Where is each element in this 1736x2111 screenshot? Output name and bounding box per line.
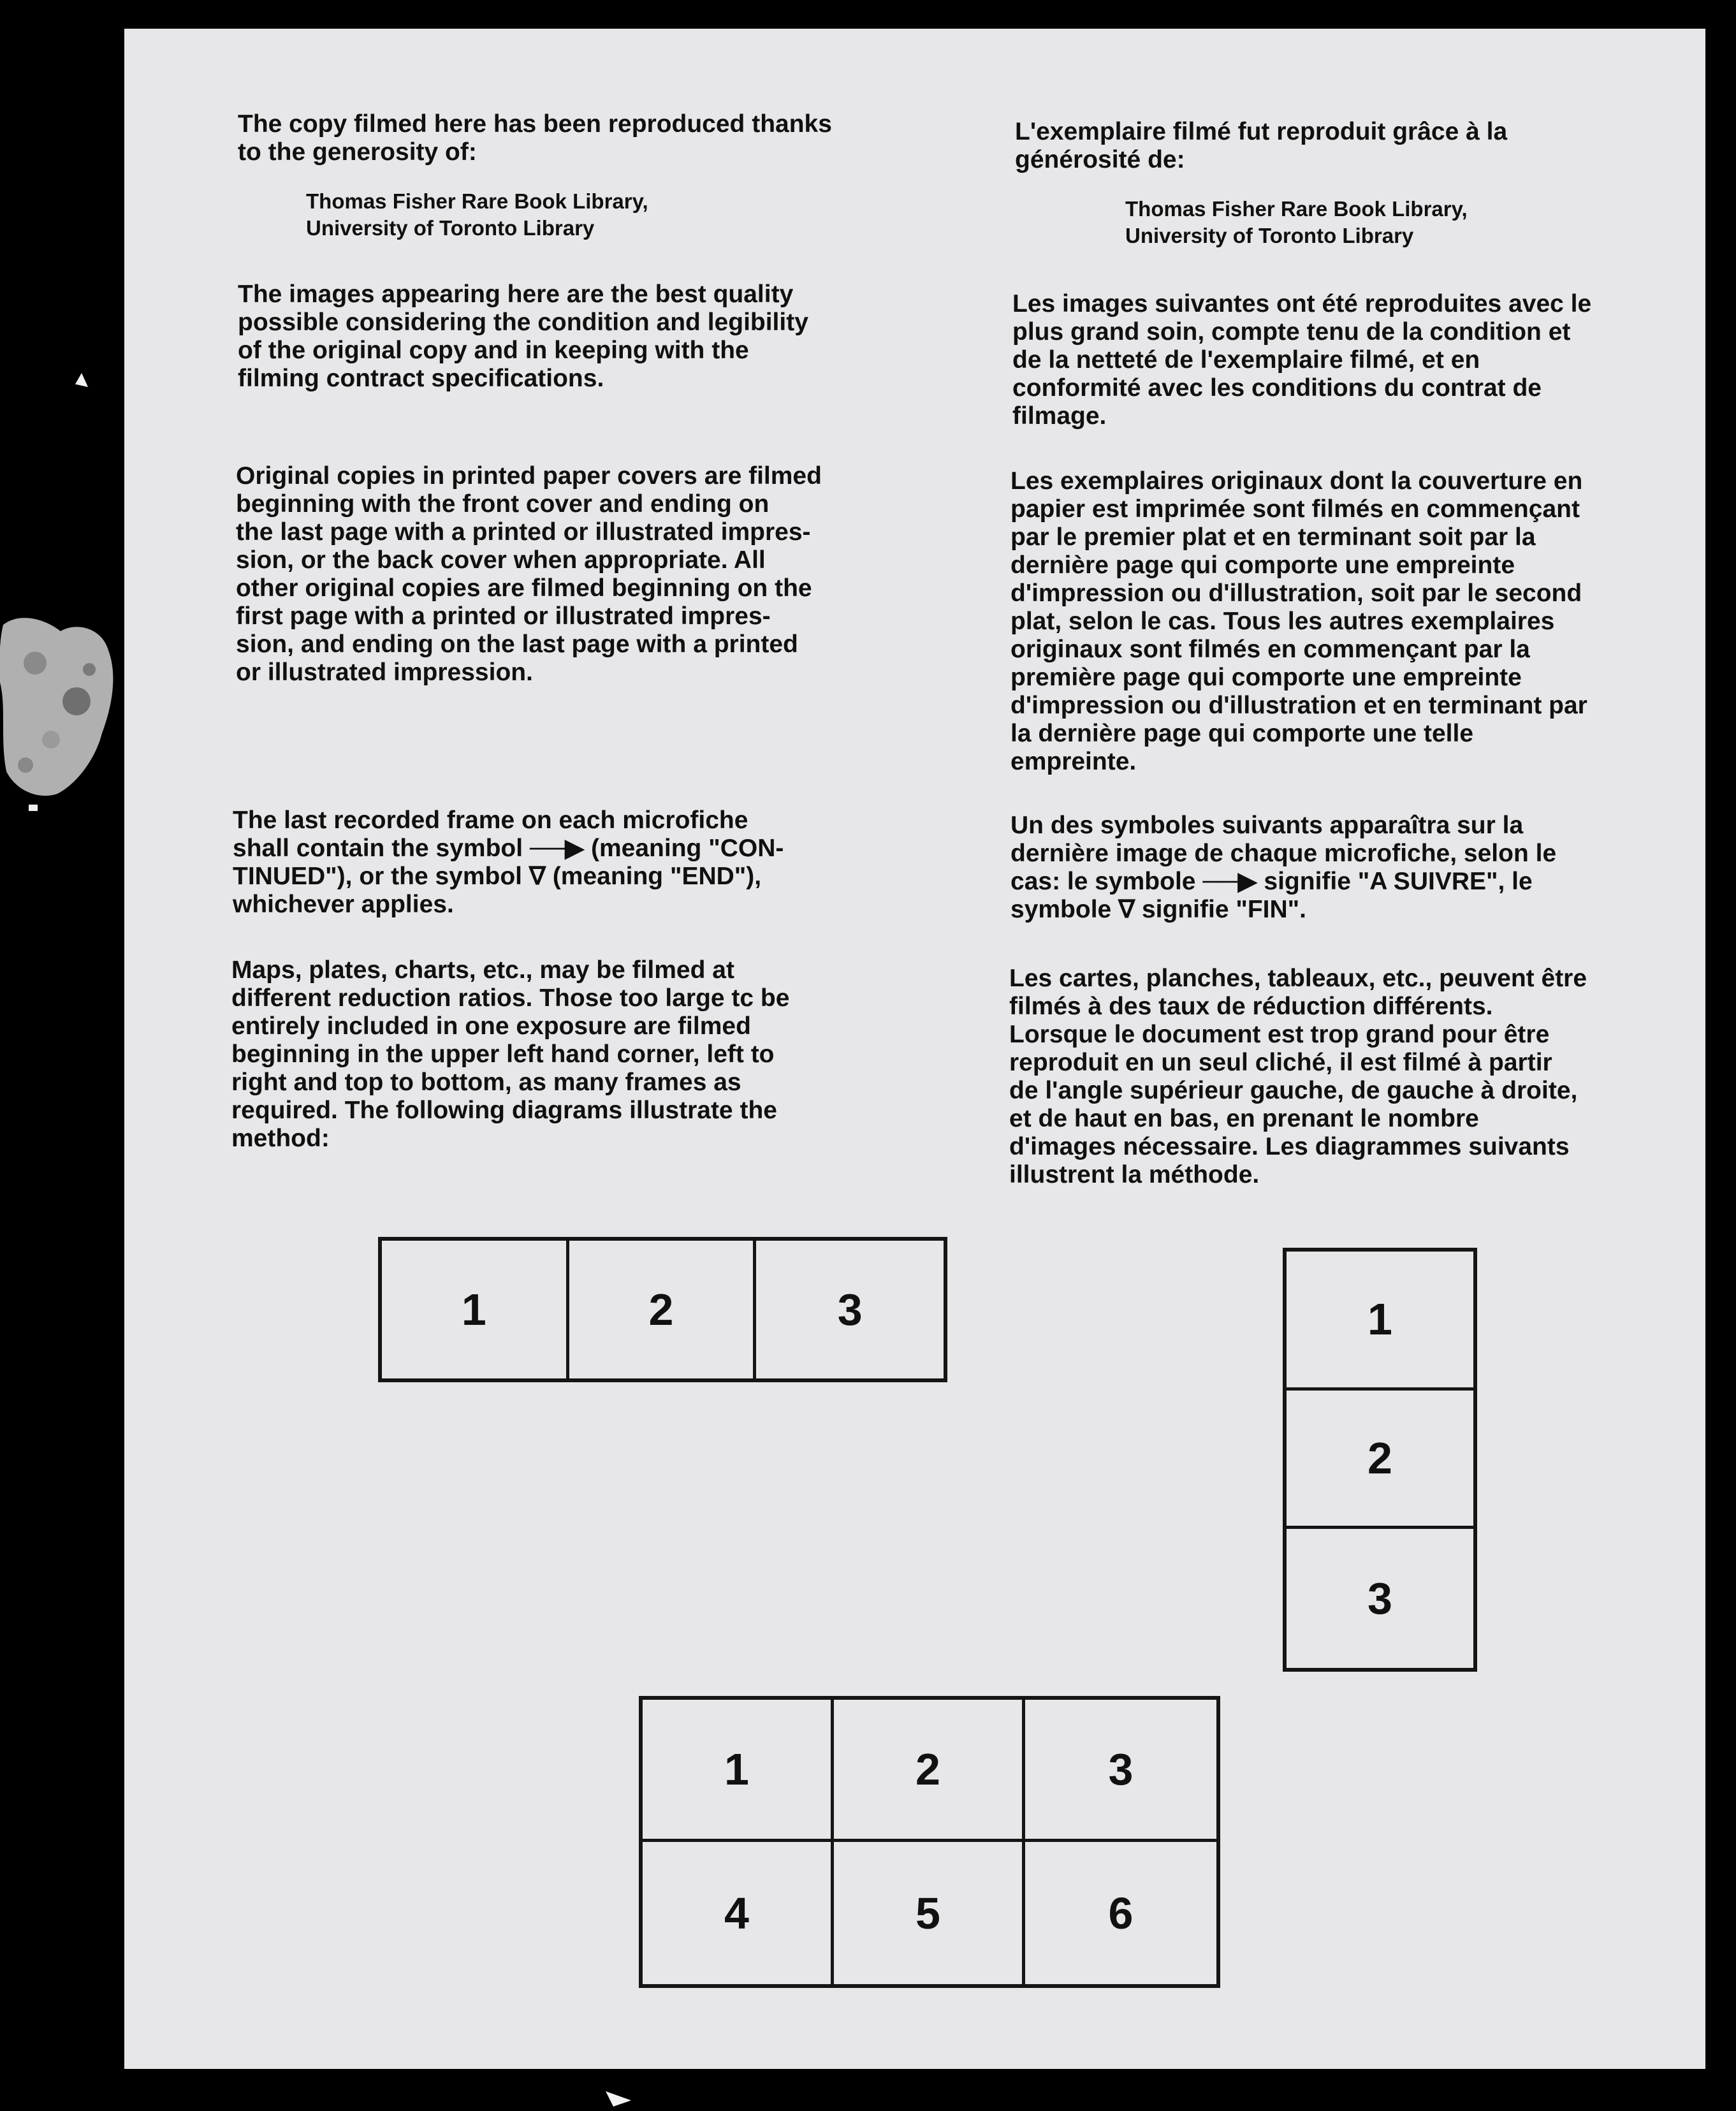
document-page bbox=[124, 29, 1705, 2069]
film-speck bbox=[29, 805, 38, 811]
frame-cell: 2 bbox=[1287, 1391, 1473, 1530]
film-speck bbox=[75, 373, 88, 387]
quality-paragraph-en: The images appearing here are the best quality possible considering the condition and legibility of the original copy and in keeping with the filming contract specifications. bbox=[238, 281, 808, 392]
film-damage-artifact bbox=[0, 612, 121, 803]
maps-paragraph-fr: Les cartes, planches, tableaux, etc., peuvent être filmés à des taux de réduction différents. Lorsque le document est trop grand pour être reproduit en un seul cliché, il est filmé à partir de l'angle supérieur gauche, de gauche à droite, et de haut en bas, en prenant le nombre d'images nécessaire. Les diagrammes suivants illustrent la méthode. bbox=[1009, 965, 1587, 1188]
frame-cell: 3 bbox=[837, 1285, 863, 1334]
covers-paragraph-en: Original copies in printed paper covers are filmed beginning with the front cover and ending on the last page with a printed or illustrated impres- sion, or the back cover when appropriate. All other original copies are filmed beginning on the first page with a printed or illustrated impres- sion, and ending on the last page with a printed or illustrated impression. bbox=[236, 462, 822, 686]
diagram-horizontal-frames bbox=[378, 1237, 947, 1382]
film-speck bbox=[606, 2091, 631, 2107]
diagram-vertical-frames bbox=[1283, 1248, 1477, 1672]
symbols-paragraph-fr: Un des symboles suivants apparaîtra sur la dernière image de chaque microfiche, selon le cas: le symbole ──▶ signifie "A SUIVRE", le symbole ∇ signifie "FIN". bbox=[1010, 812, 1557, 923]
frame-cell: 4 bbox=[643, 1842, 834, 1984]
diagram-grid-frames bbox=[639, 1696, 1220, 1988]
frame-cell: 2 bbox=[569, 1241, 757, 1378]
frame-cell: 1 bbox=[643, 1700, 834, 1842]
frame-cell: 3 bbox=[1368, 1574, 1392, 1624]
frame-cell: 6 bbox=[1108, 1888, 1134, 1938]
covers-paragraph-fr: Les exemplaires originaux dont la couverture en papier est imprimée sont filmés en commençant par le premier plat et en terminant soit par la dernière page qui comporte une empreinte d'impression ou d'illustration, soit par le second plat, selon le cas. Tous les autres exemplaires originaux sont filmés en commençant par la première page qui comporte une empreinte d'impression ou d'illustration et en terminant par la dernière page qui comporte une telle empreinte. bbox=[1010, 467, 1587, 775]
library-credit-fr: Thomas Fisher Rare Book Library, University of Toronto Library bbox=[1125, 197, 1468, 247]
maps-paragraph-en: Maps, plates, charts, etc., may be filmed at different reduction ratios. Those too large tc be entirely included in one exposure are filmed beginning in the upper left hand corner, left to right and top to bottom, as many frames as required. The following diagrams illustrate the method: bbox=[231, 956, 790, 1152]
intro-paragraph-en: The copy filmed here has been reproduced thanks to the generosity of: bbox=[238, 110, 832, 166]
symbols-paragraph-en: The last recorded frame on each microfiche shall contain the symbol ──▶ (meaning "CON- TINUED"), or the symbol ∇ (meaning "END"), whichever applies. bbox=[233, 807, 784, 918]
frame-cell: 3 bbox=[1025, 1700, 1216, 1842]
library-credit-en: Thomas Fisher Rare Book Library, University of Toronto Library bbox=[306, 189, 648, 240]
frame-cell: 5 bbox=[834, 1842, 1025, 1984]
frame-cell: 1 bbox=[382, 1241, 569, 1378]
quality-paragraph-fr: Les images suivantes ont été reproduites avec le plus grand soin, compte tenu de la condition et de la netteté de l'exemplaire filmé, et en conformité avec les conditions du contrat de filmage. bbox=[1012, 290, 1592, 430]
frame-cell: 2 bbox=[834, 1700, 1025, 1842]
intro-paragraph-fr: L'exemplaire filmé fut reproduit grâce à la générosité de: bbox=[1015, 118, 1508, 173]
frame-cell: 1 bbox=[1287, 1252, 1473, 1391]
